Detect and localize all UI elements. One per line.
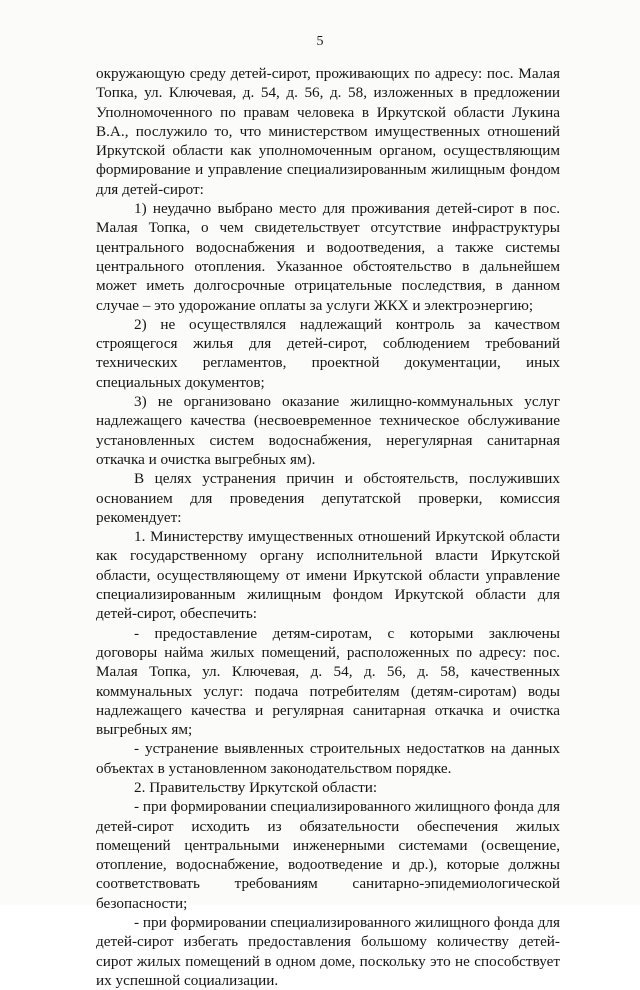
paragraph-continuation: окружающую среду детей-сирот, проживающих по адресу: пос. Малая Топка, ул. Ключевая, д. 54, д. 56, д. 58, изложенных в предложении Уполномоченного по правам человека в Иркутской области Лукина В.А., послужило то, что министерством имущественных отношений Иркутской области как уполномоченным органом, осуществляющим формирование и управление специализированным жилищным фондом для детей-сирот: xyxy=(96,65,560,198)
document-body xyxy=(96,64,560,990)
paragraph-recommendation-1: 1. Министерству имущественных отношений Иркутской области как государственному органу исполнительной власти Иркутской области, осуществляющему от имени Иркутской области управление специализированным жилищным фондом Иркутской области для детей-сирот, обеспечить: xyxy=(96,528,560,623)
paragraph-recommendation-2-item-1: - при формировании специализированного жилищного фонда для детей-сирот исходить из обязательности обеспечения жилых помещений центральными инженерными системами (освещение, отопление, водоснабжение, водоотведение и др.), которые должны соответствовать требованиям санитарно-эпидемиологической безопасности; xyxy=(96,798,560,912)
paragraph-finding-1: 1) неудачно выбрано место для проживания детей-сирот в пос. Малая Топка, о чем свидетельствует отсутствие инфраструктуры центрального водоснабжения и водоотведения, а также системы центрального отопления. Указанное обстоятельство в дальнейшем может иметь долгосрочные отрицательные последствия, в данном случае – это удорожание оплаты за услуги ЖКХ и электроэнергию; xyxy=(96,200,560,314)
page-number: 5 xyxy=(316,34,324,49)
paragraph-finding-2: 2) не осуществлялся надлежащий контроль за качеством строящегося жилья для детей-сирот, соблюдением требований технических регламентов, проектной документации, иных специальных документов; xyxy=(96,315,560,391)
paragraph-recommendation-intro: В целях устранения причин и обстоятельств, послуживших основанием для проведения депутатской проверки, комиссия рекомендует: xyxy=(96,470,560,526)
paragraph-recommendation-2-item-2: - при формировании специализированного жилищного фонда для детей-сирот избегать предоставления большому количеству детей-сирот жилых помещений в одном доме, поскольку это не способствует их успешной социализации. xyxy=(96,914,560,989)
paragraph-finding-3: 3) не организовано оказание жилищно-коммунальных услуг надлежащего качества (несвоевременное техническое обслуживание установленных систем водоснабжения, нерегулярная санитарная откачка и очистка выгребных ям). xyxy=(96,393,560,468)
paragraph-recommendation-2: 2. Правительству Иркутской области: xyxy=(134,778,378,796)
paragraph-recommendation-1-item-1: - предоставление детям-сиротам, с которыми заключены договоры найма жилых помещений, расположенных по адресу: пос. Малая Топка, ул. Ключевая, д. 54, д. 56, д. 58, качественных коммунальных услуг: подача потребителям (детям-сиротам) воды надлежащего качества и регулярная санитарная откачка и очистка выгребных ям; xyxy=(96,624,560,739)
paragraph-recommendation-1-item-2: - устранение выявленных строительных недостатков на данных объектах в установленном законодательством порядке. xyxy=(96,740,560,777)
